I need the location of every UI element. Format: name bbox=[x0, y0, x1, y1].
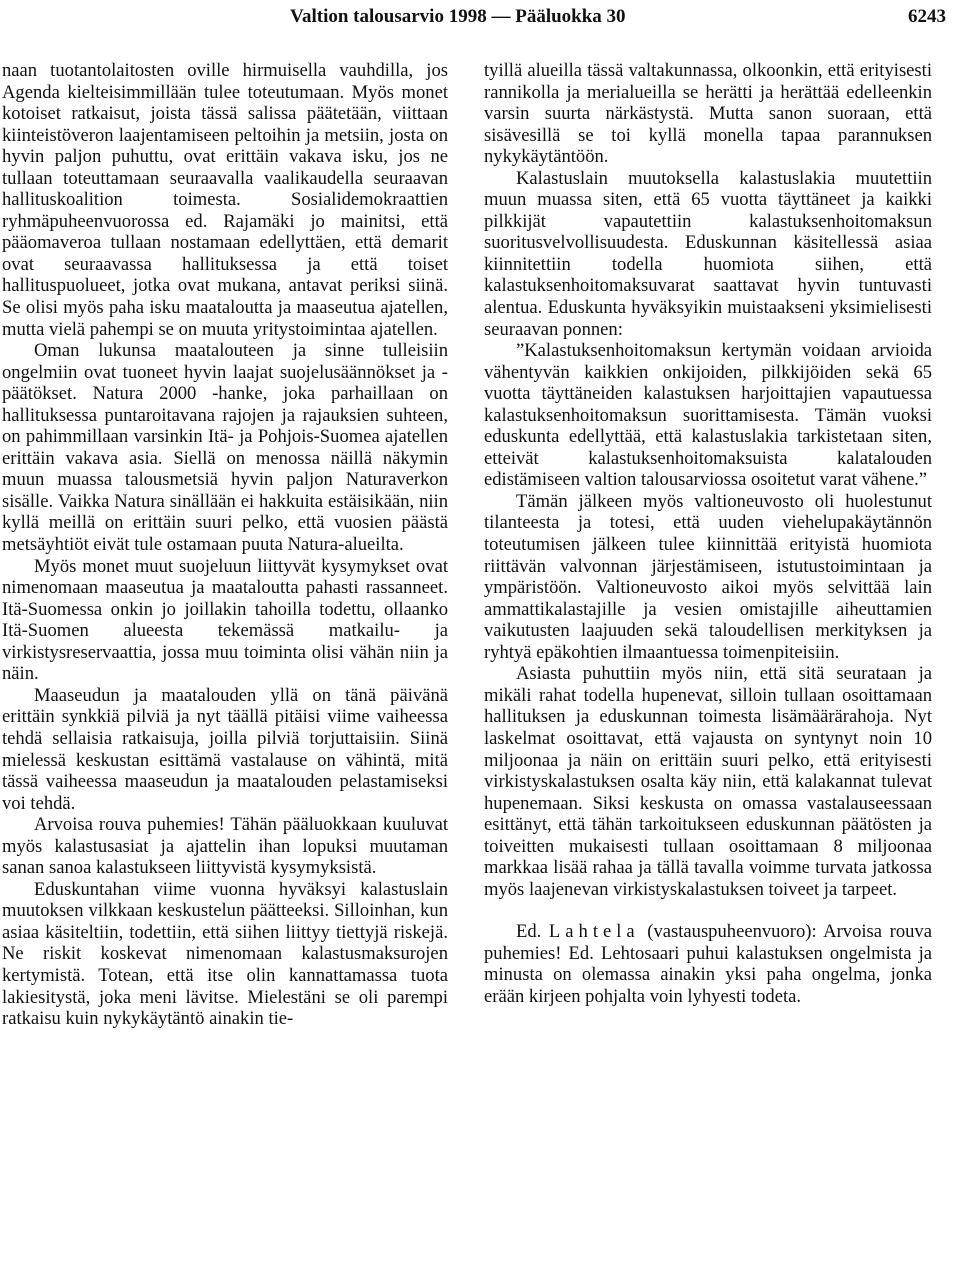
paragraph: Maaseudun ja maatalouden yllä on tänä päivänä erittäin synkkiä pilviä ja nyt täällä pitäisi viime vaiheessa tehdä sellaisia ratkaisuja, joilla pilviä torjuttaisiin. Siinä mielessä keskustan esittämä vastalause on vähintä, mitä tässä vaiheessa maaseudun ja maatalouden pelastamiseksi voi tehdä. bbox=[2, 684, 448, 814]
paragraph: Oman lukunsa maatalouteen ja sinne tulleisiin ongelmiin ovat tuoneet hyvin laajat suojelusäännökset ja -päätökset. Natura 2000 -hanke, joka parhaillaan on hallituksessa puntaroitavana rajojen ja rajauksien suhteen, on pahimmillaan varsinkin Itä- ja Pohjois-Suomea ajatellen erittäin vakava asia. Siellä on menossa näillä näkymin muun muassa talousmetsiä hyvin paljon Naturaverkon sisälle. Vaikka Natura sinällään ei hakkuita estäisikään, niin kyllä meillä on erittäin suuri pelko, että vuosien päästä metsäyhtiöt eivät tule ostamaan puuta Natura-alueilta. bbox=[2, 340, 448, 556]
paragraph: Tämän jälkeen myös valtioneuvosto oli huolestunut tilanteesta ja totesi, että uuden viehelupakäytännön toteutumisen jälkeen tulee kiinnittää erityistä huomiota riittävän valvonnan järjestämiseen, istutustoimintaan ja ympäristöön. Valtioneuvosto aikoi myös selvittää lain ammattikalastajille ja vesien omistajille aiheuttamien vaikutusten laajuuden sekä taloudellisen merkityksen ja ryhtyä epäkohtien ilmaantuessa toimenpiteisiin. bbox=[484, 490, 932, 663]
paragraph: Arvoisa rouva puhemies! Tähän pääluokkaan kuuluvat myös kalastusasiat ja ajattelin ihan lopuksi muutaman sanan sanoa kalastukseen liittyvistä kysymyksistä. bbox=[2, 814, 448, 879]
paragraph: Kalastuslain muutoksella kalastuslakia muutettiin muun muassa siten, että 65 vuotta täyttäneet ja kaikki pilkkijät vapautettiin kalastuksenhoitomaksun suoritusvelvollisuudesta. Eduskunnan käsitellessä asiaa kiinnitettiin todella huomiota siihen, että kalastuksenhoitomaksuvarat saattavat hyvin tuntuvasti alentua. Eduskunta hyväksyikin muistaakseni yksimielisesti seuraavan ponnen: bbox=[484, 167, 932, 340]
quote-paragraph: ”Kalastuksenhoitomaksun kertymän voidaan arvioida vähentyvän kaikkien onkijoiden, pilkkijöiden sekä 65 vuotta täyttäneiden kalastuksen harjoittajien vapautuessa kalastuksenhoitomaksun suorittamisesta. Tämän vuoksi eduskunta edellyttää, että kalastuslakia tarkistetaan siten, etteivät kalastuksenhoitomaksuista kalatalouden edistämiseen valtion talousarviossa osoitetut varat vähene.” bbox=[484, 340, 932, 491]
speaker-prefix: Ed. bbox=[516, 921, 542, 943]
paragraph: naan tuotantolaitosten oville hirmuisella vauhdilla, jos Agenda kielteisimmillään tulee toteutumaan. Myös monet kotoiset ratkaisut, joista tässä salissa päätetään, viittaan kiinteistöveron laajentamiseen peltoihin ja metsiin, josta on hyvin paljon puhuttu, ovat erittäin vakava isku, jos ne tullaan toteuttamaan seuraavalla vaalikaudella seuraavan hallituskoalition toimesta. Sosialidemokraattien ryhmäpuheenvuorossa ed. Rajamäki jo mainitsi, että pääomaveroa tullaan nostamaan edellyttäen, että demarit ovat seuraavassa hallituksessa ja että toiset hallituspuolueet, jotka ovat mukana, antavat periksi siinä. Se olisi myös paha isku maataloutta ja maaseutua ajatellen, mutta vielä pahempi se on muuta yritystoimintaa ajatellen. bbox=[2, 60, 448, 340]
page-number: 6243 bbox=[908, 6, 946, 27]
paragraph: Myös monet muut suojeluun liittyvät kysymykset ovat nimenomaan maaseutua ja maataloutta pahasti rassanneet. Itä-Suomessa onkin jo joillakin tahoilla todettu, ollaanko Itä-Suomen alueesta tekemässä matkailu- ja virkistysreservaattia, jossa muu toiminta olisi vähän niin ja näin. bbox=[2, 555, 448, 685]
paragraph: tyillä alueilla tässä valtakunnassa, olkoonkin, että erityisesti rannikolla ja merialueilla se herätti ja herättää edelleenkin varsin suurta närkästystä. Mutta sanon suoraan, että sisävesillä se toi kyllä monella tapaa parannuksen nykykäytäntöön. bbox=[484, 60, 932, 168]
left-column bbox=[2, 60, 448, 1030]
running-header bbox=[0, 6, 960, 30]
speech-text: (vastauspuheenvuoro): Arvoisa rouva puhemies! Ed. Lehtosaari puhui kalastuksen ongelmista ja minusta on olemassa ainakin yksi paha ongelma, jonka erään kirjeen pohjalta voin lyhyesti todeta. bbox=[484, 921, 932, 1007]
header-title: Valtion talousarvio 1998 — Pääluokka 30 bbox=[290, 6, 626, 27]
speech-paragraph bbox=[484, 921, 932, 1007]
right-column bbox=[484, 60, 932, 1008]
speaker-name: Lahtela bbox=[548, 921, 640, 943]
paragraph: Asiasta puhuttiin myös niin, että sitä seurataan ja mikäli rahat todella hupenevat, silloin tullaan osoittamaan hallituksen ja eduskunnan toimesta lisämäärärahoja. Nyt laskelmat osoittavat, että vajausta on syntynyt noin 10 miljoonaa ja näin on erittäin suuri pelko, että erityisesti virkistyskalastuksen osalta käy niin, että kalakannat tulevat hupenemaan. Siksi keskusta on omassa vastalauseessaan esittänyt, että tähän tarkoitukseen eduskunnan päätösten ja toiveitten mukaisesti tullaan osoittamaan 8 miljoonaa markkaa lisää rahaa ja tällä tavalla voimme turvata jatkossa myös laajenevan virkistyskalastuksen toiveet ja tarpeet. bbox=[484, 663, 932, 900]
paragraph: Eduskuntahan viime vuonna hyväksyi kalastuslain muutoksen vilkkaan keskustelun päätteeksi. Silloinhan, kun asiaa käsiteltiin, todettiin, että siihen liittyy tiettyjä riskejä. Ne riskit koskevat nimenomaan kalastusmaksurojen kertymistä. Totean, että itse olin kannattamassa tuota lakiesitystä, joka meni lävitse. Mielestäni se oli parempi ratkaisu kuin nykykäytäntö ainakin tie- bbox=[2, 878, 448, 1030]
